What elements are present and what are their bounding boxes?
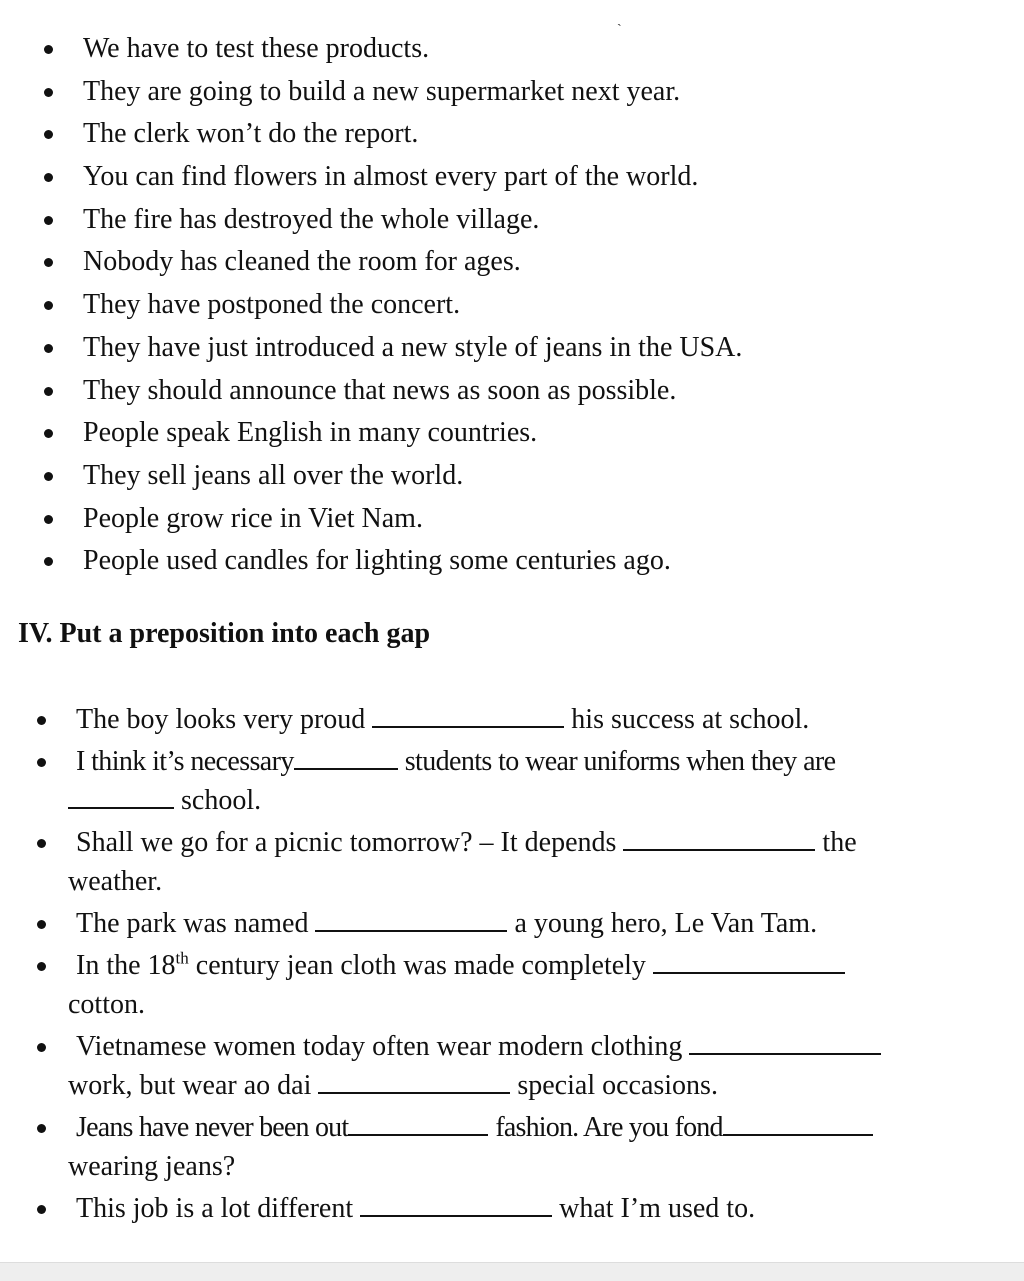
- list-item: The fire has destroyed the whole village.: [0, 199, 1024, 242]
- bullet-icon: [37, 920, 46, 929]
- answer-gap[interactable]: [653, 948, 845, 974]
- bullet-icon: [44, 472, 53, 481]
- list-item: People speak English in many countries.: [0, 412, 1024, 455]
- bullet-icon: [37, 758, 46, 767]
- section-heading: IV. Put a preposition into each gap: [18, 618, 431, 649]
- bullet-icon: [37, 1043, 46, 1052]
- list-item: They are going to build a new supermarket next year.: [0, 71, 1024, 114]
- list-item: They have just introduced a new style of jeans in the USA.: [0, 327, 1024, 370]
- bullet-icon: [44, 173, 53, 182]
- bullet-icon: [44, 130, 53, 139]
- bullet-icon: [44, 387, 53, 396]
- exercise-item-5: In the 18th century jean cloth was made completely cotton.: [0, 946, 1024, 1024]
- preposition-exercise-list: [0, 700, 1024, 1231]
- exercise-item-3: Shall we go for a picnic tomorrow? – It depends the weather.: [0, 823, 1024, 901]
- exercise-item-6: Vietnamese women today often wear modern clothing work, but wear ao dai special occasions.: [0, 1027, 1024, 1105]
- list-item: People grow rice in Viet Nam.: [0, 498, 1024, 541]
- exercise-item-2: I think it’s necessary students to wear uniforms when they are school.: [0, 742, 1024, 820]
- list-item: They sell jeans all over the world.: [0, 455, 1024, 498]
- bullet-icon: [44, 557, 53, 566]
- answer-gap[interactable]: [723, 1110, 873, 1136]
- list-item: You can find flowers in almost every part of the world.: [0, 156, 1024, 199]
- bullet-icon: [44, 258, 53, 267]
- list-item: We have to test these products.: [0, 28, 1024, 71]
- answer-gap[interactable]: [348, 1110, 488, 1136]
- bullet-icon: [44, 301, 53, 310]
- bullet-icon: [37, 716, 46, 725]
- answer-gap[interactable]: [372, 702, 564, 728]
- bullet-icon: [37, 962, 46, 971]
- answer-gap[interactable]: [360, 1191, 552, 1217]
- bullet-icon: [37, 1205, 46, 1214]
- stray-mark: ˏ: [617, 12, 622, 27]
- answer-gap[interactable]: [68, 783, 174, 809]
- answer-gap[interactable]: [294, 744, 398, 770]
- answer-gap[interactable]: [318, 1068, 510, 1094]
- list-item: People used candles for lighting some centuries ago.: [0, 540, 1024, 583]
- bullet-icon: [44, 216, 53, 225]
- answer-gap[interactable]: [689, 1029, 881, 1055]
- list-item: They should announce that news as soon as possible.: [0, 370, 1024, 413]
- bullet-icon: [44, 429, 53, 438]
- list-item: The clerk won’t do the report.: [0, 113, 1024, 156]
- answer-gap[interactable]: [623, 825, 815, 851]
- bullet-icon: [44, 45, 53, 54]
- passive-voice-list: [0, 28, 1024, 583]
- exercise-item-4: The park was named a young hero, Le Van Tam.: [0, 904, 1024, 943]
- page-bottom-edge: [0, 1262, 1024, 1281]
- list-item: Nobody has cleaned the room for ages.: [0, 241, 1024, 284]
- bullet-icon: [37, 839, 46, 848]
- bullet-icon: [37, 1124, 46, 1133]
- exercise-item-1: The boy looks very proud his success at school.: [0, 700, 1024, 739]
- bullet-icon: [44, 88, 53, 97]
- exercise-item-8: This job is a lot different what I’m used to.: [0, 1189, 1024, 1228]
- answer-gap[interactable]: [315, 906, 507, 932]
- bullet-icon: [44, 515, 53, 524]
- bullet-icon: [44, 344, 53, 353]
- list-item: They have postponed the concert.: [0, 284, 1024, 327]
- exercise-item-7: Jeans have never been out fashion. Are you fond wearing jeans?: [0, 1108, 1024, 1186]
